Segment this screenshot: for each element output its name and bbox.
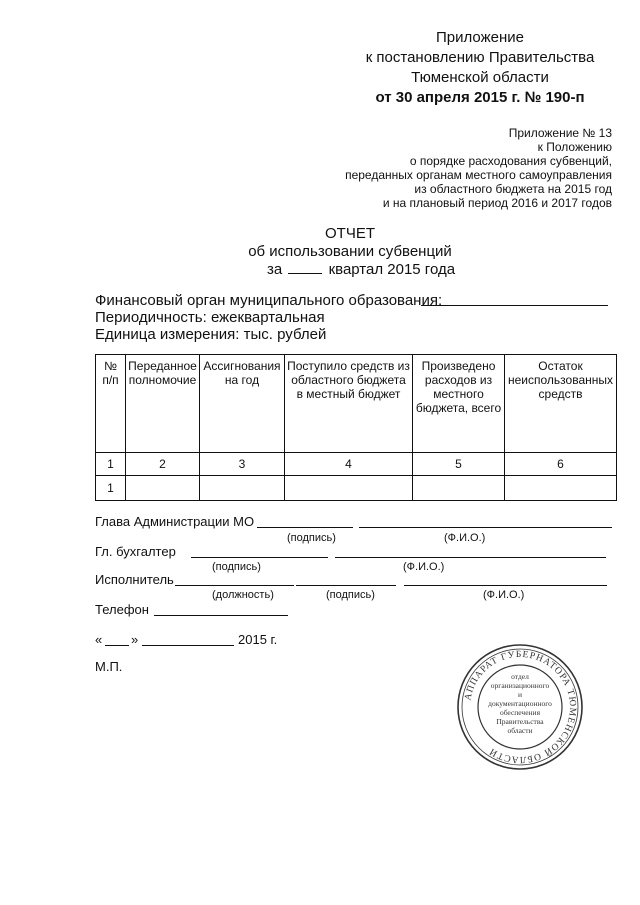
unit-label: Единица измерения: тыс. рублей — [95, 326, 327, 343]
phone-label: Телефон — [95, 602, 149, 617]
appendix-line: переданных органам местного самоуправления — [345, 168, 612, 182]
col-number: 1 — [96, 453, 126, 476]
appendix-line: к Положению — [537, 140, 612, 154]
stamp-ring-text: АППАРАТ ГУБЕРНАТОРА ТЮМЕНСКОЙ ОБЛАСТИ — [463, 649, 578, 765]
accountant-sub-name: (Ф.И.О.) — [403, 561, 445, 573]
col-number: 3 — [200, 453, 285, 476]
appendix-line: и на плановый период 2016 и 2017 годов — [382, 196, 612, 210]
report-table — [95, 354, 617, 501]
quarter-field[interactable] — [288, 261, 322, 274]
header-line-3: Тюменской области — [411, 69, 549, 86]
table-number-row — [96, 453, 617, 476]
col-header-power: Переданное полномочие — [126, 355, 200, 453]
col-header-remainder: Остаток неиспользованных средств — [505, 355, 617, 453]
col-number: 5 — [413, 453, 505, 476]
col-header-num: № п/п — [96, 355, 126, 453]
appendix-block — [300, 126, 612, 210]
date-year: 2015 г. — [238, 632, 278, 647]
stamp-line: области — [507, 726, 533, 735]
table-cell: 1 — [96, 476, 126, 501]
col-header-allocations: Ассигнования на год — [200, 355, 285, 453]
phone-field[interactable] — [154, 615, 288, 616]
table-cell[interactable] — [285, 476, 413, 501]
executor-sub-position: (должность) — [212, 589, 274, 601]
stamp-line: документационного — [488, 699, 552, 708]
header-line-1: Приложение — [436, 29, 524, 46]
report-subtitle: об использовании субвенций — [248, 243, 452, 260]
executor-label: Исполнитель — [95, 572, 174, 587]
official-stamp — [456, 643, 584, 771]
fin-organ-label: Финансовый орган муниципального образования: — [95, 292, 443, 309]
table-cell[interactable] — [505, 476, 617, 501]
stamp-line: Правительства — [496, 717, 544, 726]
table-cell[interactable] — [413, 476, 505, 501]
col-number: 6 — [505, 453, 617, 476]
table-cell[interactable] — [126, 476, 200, 501]
stamp-seal — [456, 643, 584, 771]
date-day-field[interactable] — [105, 645, 129, 646]
head-sub-signature: (подпись) — [287, 532, 336, 544]
stamp-line: и — [517, 690, 523, 699]
accountant-sub-signature: (подпись) — [212, 561, 261, 573]
appendix-line: из областного бюджета на 2015 год — [414, 182, 612, 196]
date-close-quote: » — [131, 632, 139, 647]
col-number: 2 — [126, 453, 200, 476]
head-name-field[interactable] — [359, 527, 612, 528]
fin-organ-field[interactable] — [421, 305, 608, 306]
date-open-quote: « — [95, 632, 103, 647]
report-title: ОТЧЕТ — [325, 225, 375, 242]
accountant-label: Гл. бухгалтер — [95, 544, 176, 559]
head-signature-field[interactable] — [257, 527, 353, 528]
executor-sub-name: (Ф.И.О.) — [483, 589, 525, 601]
stamp-line: организационного — [490, 681, 550, 690]
executor-signature-field[interactable] — [296, 585, 396, 586]
head-label: Глава Администрации МО — [95, 514, 255, 529]
col-number: 4 — [285, 453, 413, 476]
table-row — [96, 476, 617, 501]
date-month-field[interactable] — [142, 645, 234, 646]
col-header-received: Поступило средств из областного бюджета в местный бюджет — [285, 355, 413, 453]
stamp-line: обеспечения — [499, 708, 541, 717]
stamp-line: отдел — [511, 672, 529, 681]
report-period — [267, 260, 507, 279]
appendix-line: Приложение № 13 — [508, 126, 612, 140]
accountant-name-field[interactable] — [335, 557, 606, 558]
accountant-signature-field[interactable] — [191, 557, 328, 558]
table-cell[interactable] — [200, 476, 285, 501]
head-sub-name: (Ф.И.О.) — [444, 532, 486, 544]
periodicity-label: Периодичность: ежеквартальная — [95, 309, 325, 326]
header-line-2: к постановлению Правительства — [365, 49, 595, 66]
header-line-4: от 30 апреля 2015 г. № 190-п — [375, 89, 585, 106]
table-header-row — [96, 355, 617, 453]
col-header-spent: Произведено расходов из местного бюджета, всего — [413, 355, 505, 453]
period-suffix: квартал 2015 года — [328, 261, 456, 278]
executor-position-field[interactable] — [175, 585, 294, 586]
executor-sub-signature: (подпись) — [326, 589, 375, 601]
appendix-line: о порядке расходования субвенций, — [409, 154, 612, 168]
executor-name-field[interactable] — [404, 585, 607, 586]
period-prefix: за — [267, 261, 283, 278]
mp-label: М.П. — [95, 659, 123, 674]
